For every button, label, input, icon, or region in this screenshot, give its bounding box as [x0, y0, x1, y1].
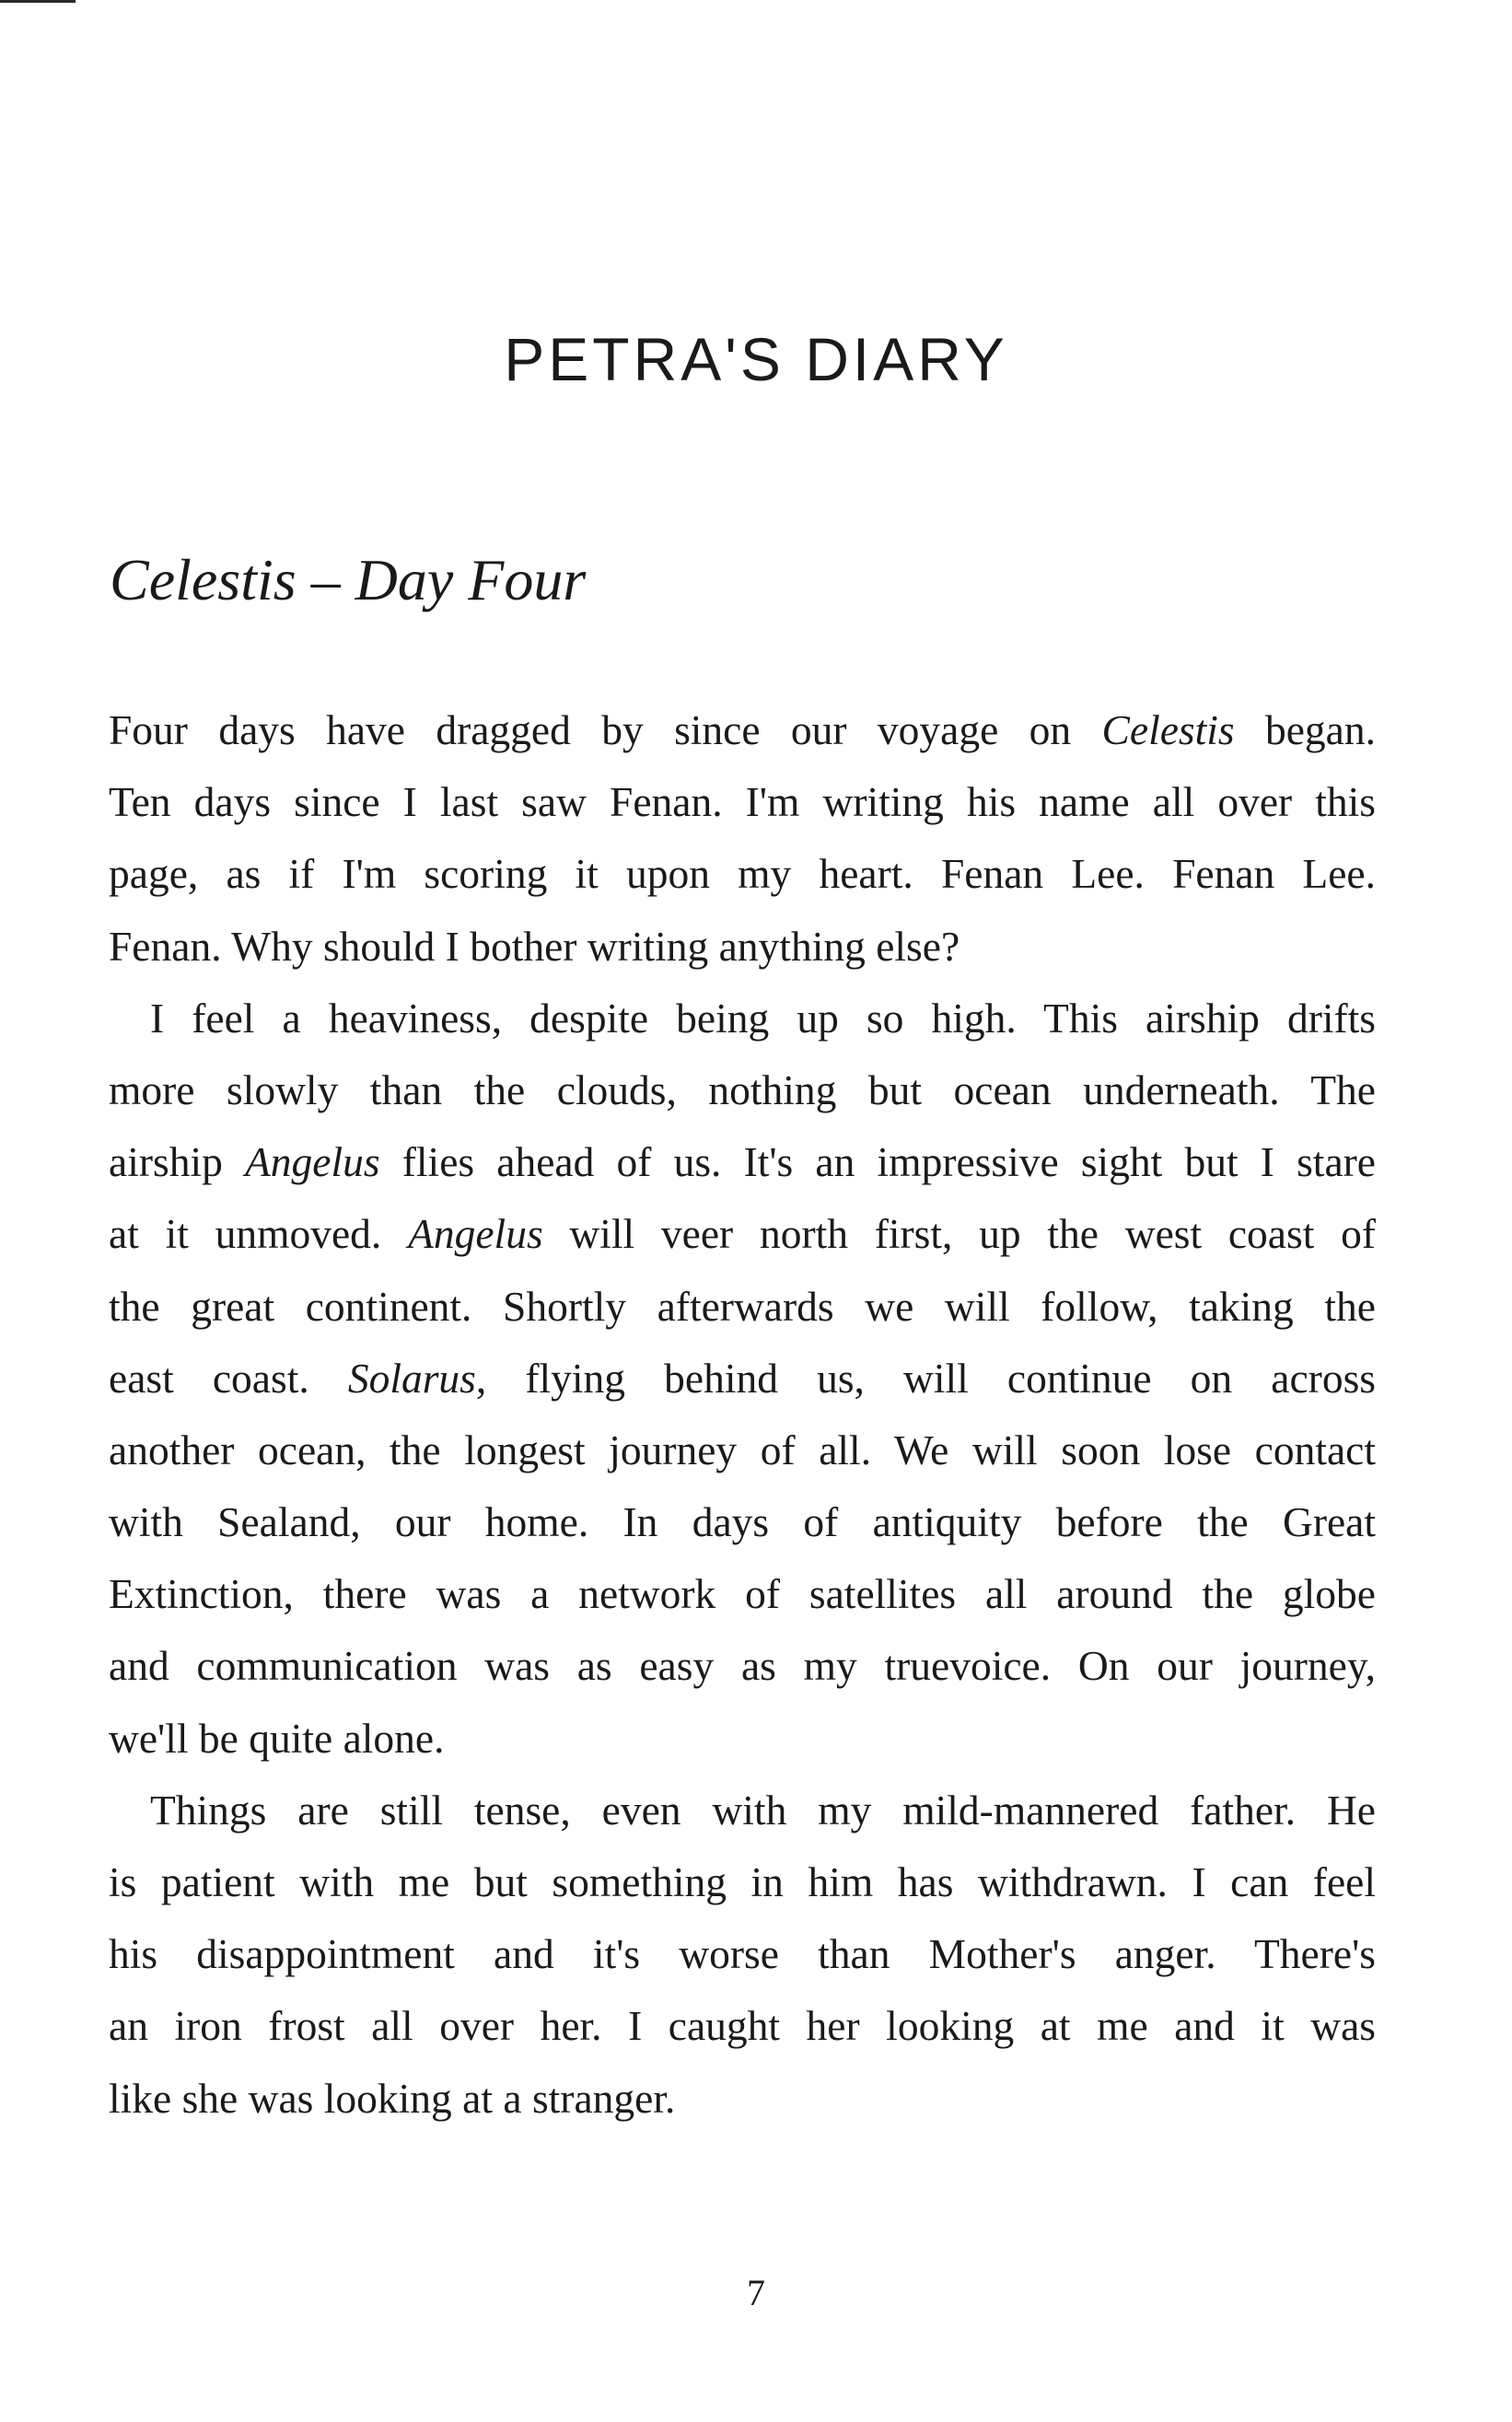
text-segment: , flying behind us, will continue on across: [475, 1354, 1376, 1402]
chapter-title: PETRA'S DIARY: [504, 325, 1008, 393]
text-segment: Extinction, there was a network of satellites all around the globe: [109, 1570, 1376, 1618]
text-segment: began.: [1234, 706, 1376, 753]
text-line: [109, 1271, 1376, 1343]
text-segment: is patient with me but something in him has withdrawn. I can feel: [109, 1858, 1376, 1905]
text-line: [109, 911, 1376, 983]
text-line: [109, 838, 1376, 910]
text-segment: flies ahead of us. It's an impressive sight but I stare: [379, 1138, 1376, 1186]
text-segment: I feel a heaviness, despite being up so high. This airship drifts: [150, 994, 1376, 1042]
text-line: [109, 983, 1376, 1054]
text-line: [109, 1918, 1376, 1990]
text-segment: page, as if I'm scoring it upon my heart. Fenan Lee. Fenan Lee.: [109, 850, 1376, 898]
entry-heading: Celestis – Day Four: [110, 547, 587, 612]
diary-body: [109, 694, 1376, 2135]
text-segment: his disappointment and it's worse than Mother's anger. There's: [109, 1930, 1376, 1978]
text-segment: Ten days since I last saw Fenan. I'm writing his name all over this: [109, 778, 1376, 826]
text-line: [109, 1126, 1376, 1198]
text-segment: with Sealand, our home. In days of antiquity before the Great: [109, 1498, 1376, 1546]
text-line: [109, 1630, 1376, 1702]
text-segment: an iron frost all over her. I caught her looking at me and it was: [109, 2002, 1376, 2050]
text-line: [109, 1703, 1376, 1775]
italic-name: Angelus: [408, 1210, 543, 1258]
text-line: [109, 766, 1376, 838]
text-segment: will veer north first, up the west coast of: [542, 1210, 1376, 1258]
text-segment: at it unmoved.: [109, 1210, 409, 1258]
text-line: [109, 1846, 1376, 1918]
text-segment: east coast.: [109, 1354, 348, 1402]
top-rule: [0, 0, 76, 3]
text-segment: we'll be quite alone.: [109, 1714, 445, 1762]
text-line: [109, 1558, 1376, 1630]
text-segment: the great continent. Shortly afterwards we will follow, taking the: [109, 1282, 1376, 1330]
page-number: 7: [747, 2272, 765, 2313]
text-segment: Four days have dragged by since our voyage on: [109, 706, 1102, 753]
text-segment: like she was looking at a stranger.: [109, 2074, 676, 2122]
text-line: [109, 1486, 1376, 1558]
text-segment: Things are still tense, even with my mild-mannered father. He: [150, 1786, 1376, 1834]
text-line: [109, 1343, 1376, 1415]
italic-name: Celestis: [1101, 706, 1235, 753]
text-segment: and communication was as easy as my truevoice. On our journey,: [109, 1642, 1376, 1690]
text-line: [109, 1415, 1376, 1486]
text-segment: Fenan. Why should I bother writing anything else?: [109, 922, 960, 970]
text-line: [109, 1775, 1376, 1846]
text-segment: another ocean, the longest journey of all. We will soon lose contact: [109, 1426, 1376, 1473]
text-segment: more slowly than the clouds, nothing but ocean underneath. The: [109, 1065, 1376, 1113]
italic-name: Angelus: [245, 1138, 380, 1186]
text-line: [109, 1198, 1376, 1270]
text-line: [109, 694, 1376, 766]
text-line: [109, 1054, 1376, 1126]
text-line: [109, 1990, 1376, 2062]
text-line: [109, 2063, 1376, 2135]
text-segment: airship: [109, 1138, 245, 1186]
italic-name: Solarus: [347, 1354, 476, 1402]
